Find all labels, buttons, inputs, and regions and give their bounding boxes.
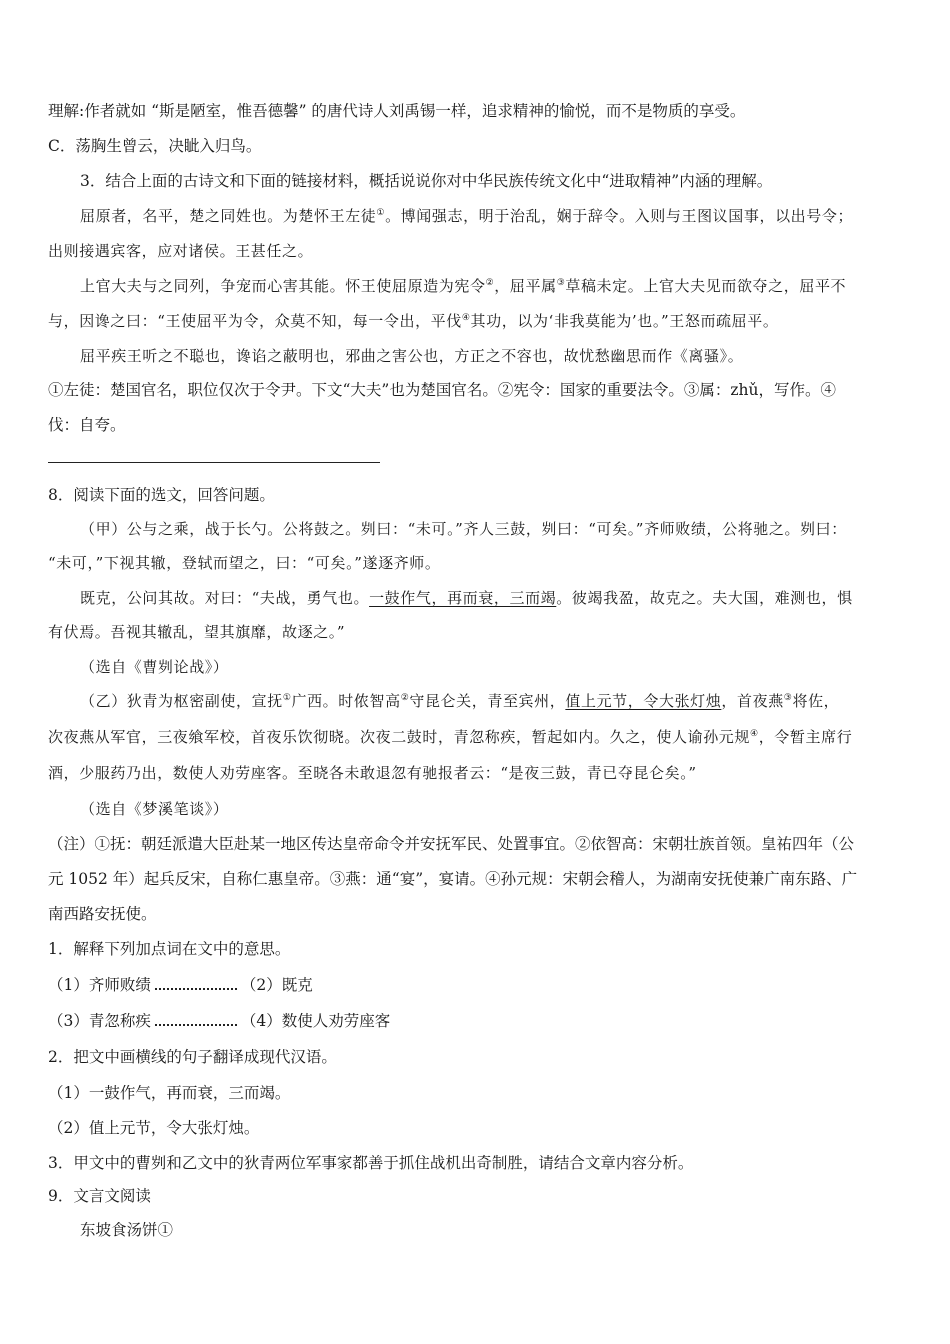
underlined-sentence: 一鼓作气，再而衰，三而竭 (369, 589, 557, 607)
annotation-line: （注）①抚：朝廷派遣大臣赴某一地区传达皇帝命令并安抚军民、处置事宜。②依智高：宋朝壮族首领。皇祐四年（公 (48, 835, 855, 853)
subquestion-3: 3．甲文中的曹刿和乙文中的狄青两位军事家都善于抓住战机出奇制胜，请结合文章内容分析。 (48, 1154, 694, 1172)
item-1: （1）齐师败绩 (48, 976, 151, 994)
question-3: 3．结合上面的古诗文和下面的链接材料，概括说说你对中华民族传统文化中“进取精神”内涵的理解。 (80, 172, 773, 190)
classical-passage-line: 屈原者，名平，楚之同姓也。为楚怀王左徒①。博闻强志，明于治乱，娴于辞令。入则与王图议国事，以出号令； (80, 207, 854, 225)
underlined-sentence: 值上元节，令大张灯烛 (565, 692, 722, 710)
question-9-subtitle: 东坡食汤饼① (80, 1221, 174, 1239)
passage-jia-line: （甲）公与之乘，战于长勺。公将鼓之。刿曰：“未可。”齐人三鼓，刿曰：“可矣。”齐师败绩，公将驰之。刿曰： (80, 520, 847, 538)
footnote-marker: ② (485, 278, 495, 288)
source-citation: （选自《梦溪笔谈》） (80, 800, 229, 818)
item-2: （2）既克 (240, 976, 313, 994)
separator-rule (48, 462, 380, 463)
subquestion-1-row (48, 974, 908, 996)
footnote-marker: ③ (783, 693, 793, 703)
option-c: C．荡胸生曾云，决眦入归鸟。 (48, 137, 262, 155)
passage-yi-line: 次夜燕从军官，三夜飨军校，首夜乐饮彻晓。次夜二鼓时，青忽称疾，暂起如内。久之，使人谕孙元规④，令暂主席行 (48, 728, 853, 746)
subquestion-2-item: （2）值上元节，令大张灯烛。 (48, 1119, 260, 1137)
passage-yi-line: （乙）狄青为枢密副使，宣抚①广西。时侬智高②守昆仑关，青至宾州，值上元节，令大张灯烛，首夜燕③将佐， (80, 692, 840, 710)
footnote-marker: ④ (750, 729, 759, 739)
question-9-title: 9．文言文阅读 (48, 1187, 151, 1205)
item-3: （3）青忽称疾 (48, 1012, 151, 1030)
question-8-title: 8．阅读下面的选文，回答问题。 (48, 486, 275, 504)
footnote-marker: ④ (461, 313, 471, 323)
annotation-line: 南西路安抚使。 (48, 905, 157, 923)
subquestion-2-item: （1）一鼓作气，再而衰，三而竭。 (48, 1084, 291, 1102)
subquestion-2: 2．把文中画横线的句子翻译成现代汉语。 (48, 1048, 337, 1066)
prev-answer-line: 理解:作者就如 “斯是陋室，惟吾德馨” 的唐代诗人刘禹锡一样，追求精神的愉悦，而不是物质的享受。 (48, 102, 746, 120)
classical-passage-line: 上官大夫与之同列，争宠而心害其能。怀王使屈原造为宪令②，屈平属③草稿未定。上官大夫见而欲夺之，屈平不 (80, 277, 847, 295)
footnote-marker: ② (400, 693, 410, 703)
answer-blank[interactable] (155, 976, 237, 990)
passage-jia-line: “未可，”下视其辙，登轼而望之，曰：“可矣。”遂逐齐师。 (48, 554, 441, 572)
footnote-line: 伐：自夸。 (48, 416, 126, 434)
footnote-marker: ① (282, 693, 292, 703)
passage-jia-line: 既克，公问其故。对曰：“夫战，勇气也。一鼓作气，再而衰，三而竭。彼竭我盈，故克之。夫大国，难测也，惧 (80, 589, 853, 607)
classical-passage-line: 出则接遇宾客，应对诸侯。王甚任之。 (48, 242, 314, 260)
subquestion-1-row (48, 1010, 908, 1032)
classical-passage-line: 屈平疾王听之不聪也，谗谄之蔽明也，邪曲之害公也，方正之不容也，故忧愁幽思而作《离骚》。 (80, 347, 744, 365)
footnote-marker: ③ (556, 278, 566, 288)
annotation-line: 元 1052 年）起兵反宋，自称仁惠皇帝。③燕：通“宴”，宴请。④孙元规：宋朝会稽人，为湖南安抚使兼广南东路、广 (48, 870, 858, 888)
subquestion-1: 1．解释下列加点词在文中的意思。 (48, 940, 291, 958)
classical-passage-line: 与，因谗之曰：“王使屈平为令，众莫不知，每一令出，平伐④其功，以为‘非我莫能为’也。”王怒而疏屈平。 (48, 312, 779, 330)
item-4: （4）数使人劝劳座客 (240, 1012, 391, 1030)
footnote-marker: ① (376, 208, 386, 218)
source-citation: （选自《曹刿论战》） (80, 658, 229, 676)
answer-blank[interactable] (155, 1012, 237, 1026)
passage-yi-line: 酒，少服药乃出，数使人劝劳座客。至晓各未敢退忽有驰报者云：“是夜三鼓，青已夺昆仑矣。” (48, 764, 697, 782)
footnote-line: ①左徒：楚国官名，职位仅次于令尹。下文“大夫”也为楚国官名。②宪令：国家的重要法令。③属：zhǔ，写作。④ (48, 381, 836, 399)
passage-jia-line: 有伏焉。吾视其辙乱，望其旗靡，故逐之。” (48, 623, 346, 641)
